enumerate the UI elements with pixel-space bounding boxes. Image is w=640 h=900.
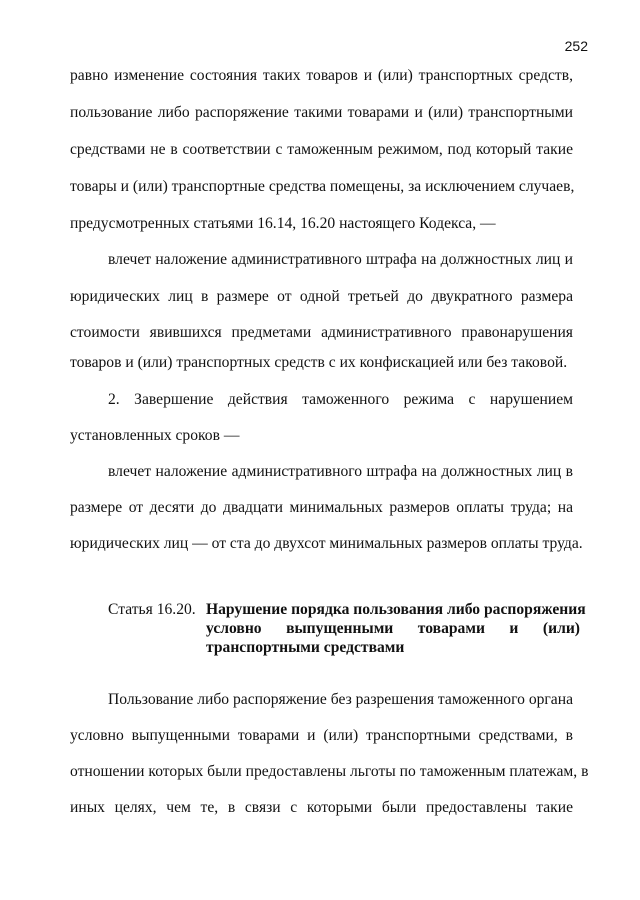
page-number: 252 [564, 38, 588, 54]
paragraph-line: товаров и (или) транспортных средств с их конфискацией или без таковой. [70, 354, 568, 371]
article-title-line: условно выпущенными товарами и (или) [206, 620, 580, 637]
article-title-line: Нарушение порядка пользования либо распоряжения [206, 601, 586, 618]
paragraph-line: размере от десяти до двадцати минимальных размеров оплаты труда; на [70, 499, 573, 516]
paragraph-line: юридических лиц в размере от одной третьей до двукратного размера [70, 288, 573, 305]
paragraph-line: влечет наложение административного штрафа на должностных лиц и [108, 251, 573, 268]
paragraph-line: юридических лиц — от ста до двухсот минимальных размеров оплаты труда. [70, 535, 583, 552]
article-title-line: транспортными средствами [206, 639, 405, 656]
paragraph-line: условно выпущенными товарами и (или) транспортными средствами, в [70, 727, 573, 744]
paragraph-line: отношении которых были предоставлены льготы по таможенным платежам, в [70, 763, 589, 780]
article-label: Статья 16.20. [108, 601, 196, 618]
paragraph-line: предусмотренных статьями 16.14, 16.20 настоящего Кодекса, — [70, 215, 496, 232]
paragraph-line: влечет наложение административного штрафа на должностных лиц в [108, 463, 573, 480]
paragraph-line: установленных сроков — [70, 427, 240, 444]
paragraph-line: средствами не в соответствии с таможенным режимом, под который такие [70, 141, 573, 158]
paragraph-line: стоимости явившихся предметами административного правонарушения [70, 324, 573, 341]
paragraph-line: пользование либо распоряжение такими товарами и (или) транспортными [70, 104, 573, 121]
paragraph-line: товары и (или) транспортные средства помещены, за исключением случаев, [70, 178, 575, 195]
paragraph-line: 2. Завершение действия таможенного режима с нарушением [108, 391, 573, 408]
paragraph-line: равно изменение состояния таких товаров и (или) транспортных средств, [70, 67, 573, 84]
paragraph-line: Пользование либо распоряжение без разрешения таможенного органа [108, 691, 573, 708]
paragraph-line: иных целях, чем те, в связи с которыми были предоставлены такие [70, 799, 573, 816]
